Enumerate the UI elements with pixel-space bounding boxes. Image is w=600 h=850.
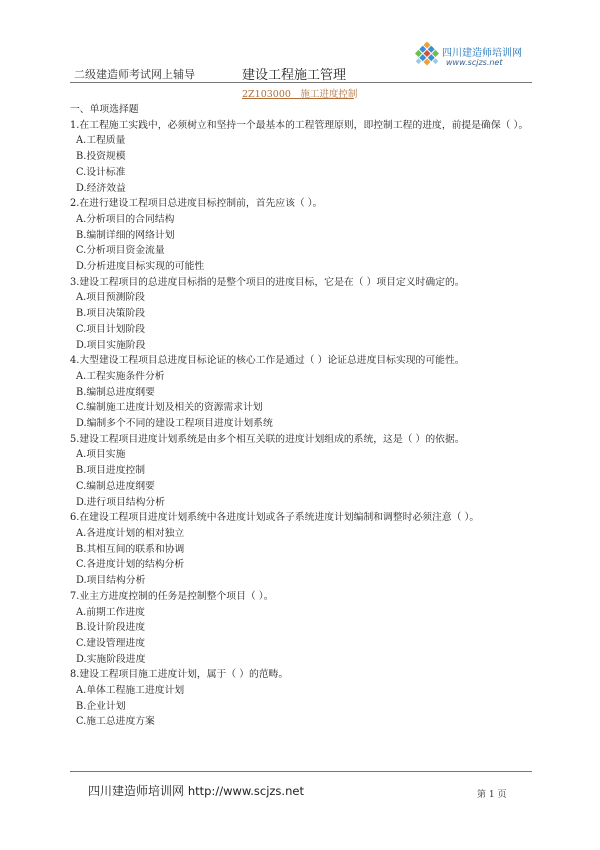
question-stem: 1.在工程施工实践中，必须树立和坚持一个最基本的工程管理原则，即控制工程的进度，前提是确保（ ）。 (70, 119, 529, 131)
option: C.分析项目资金流量 (76, 245, 165, 257)
question-stem: 6.在建设工程项目进度计划系统中各进度计划或各子系统进度计划编制和调整时必须注意（ ）。 (70, 512, 480, 524)
header-title: 建设工程施工管理 (242, 68, 347, 83)
option: D.项目结构分析 (76, 575, 146, 587)
question (70, 275, 540, 354)
option: B.编制总进度纲要 (76, 386, 155, 398)
option: A.单体工程施工进度计划 (76, 685, 185, 697)
logo-url: www.scjzs.net (446, 58, 503, 67)
option: C.编制总进度纲要 (76, 480, 155, 492)
option: A.分析项目的合同结构 (76, 213, 175, 225)
option: D.实施阶段进度 (76, 653, 146, 665)
logo-mosaic-icon (412, 40, 442, 74)
question (70, 118, 540, 197)
page-number: 第 1 页 (477, 790, 507, 800)
question (70, 353, 540, 432)
section-title: 一、单项选择题 (70, 104, 139, 115)
option: C.编制施工进度计划及相关的资源需求计划 (76, 402, 263, 414)
footer-site (88, 782, 304, 799)
logo (412, 40, 552, 76)
option: A.项目实施 (76, 449, 126, 461)
header-divider (70, 82, 532, 83)
question (70, 196, 540, 275)
header-left-label: 二级建造师考试网上辅导 (74, 68, 195, 81)
option: C.项目计划阶段 (76, 323, 146, 335)
option: C.设计标准 (76, 166, 126, 178)
question-stem: 3.建设工程项目的总进度目标指的是整个项目的进度目标，它是在（ ）项目定义时确定的。 (70, 276, 465, 288)
option: D.进行项目结构分析 (76, 496, 165, 508)
option: B.项目进度控制 (76, 465, 146, 477)
question-list (70, 102, 540, 730)
question-stem: 4.大型建设工程项目总进度目标论证的核心工作是通过（ ）论证总进度目标实现的可能性。 (70, 355, 465, 367)
option: A.各进度计划的相对独立 (76, 527, 185, 539)
header-subtitle: 2Z103000 施工进度控制 (242, 89, 358, 100)
option: A.工程质量 (76, 135, 126, 147)
question (70, 667, 540, 730)
option: D.经济效益 (76, 182, 126, 194)
option: B.设计阶段进度 (76, 622, 146, 634)
question (70, 589, 540, 668)
option: A.项目预测阶段 (76, 292, 145, 304)
footer-divider (70, 771, 532, 772)
option: D.编制多个不同的建设工程项目进度计划系统 (76, 418, 273, 430)
option: A.工程实施条件分析 (76, 370, 165, 382)
question (70, 432, 540, 511)
option: D.项目实施阶段 (76, 339, 146, 351)
option: B.编制详细的网络计划 (76, 229, 175, 241)
option: C.建设管理进度 (76, 637, 146, 649)
question (70, 510, 540, 589)
header-subtitle-underline (242, 98, 354, 99)
question-stem: 7.业主方进度控制的任务是控制整个项目（ ）。 (70, 590, 274, 602)
question-stem: 8.建设工程项目施工进度计划，属于（ ）的范畴。 (70, 669, 289, 681)
option: A.前期工作进度 (76, 606, 145, 618)
option: B.投资规模 (76, 151, 126, 163)
option: B.其相互间的联系和协调 (76, 543, 185, 555)
logo-name: 四川建造师培训网 (442, 48, 522, 59)
question-stem: 5.建设工程项目进度计划系统是由多个相互关联的进度计划组成的系统，这是（ ）的依据。 (70, 433, 465, 445)
option: C.施工总进度方案 (76, 716, 155, 728)
footer-site-url[interactable]: http://www.scjzs.net (187, 784, 304, 798)
footer-site-name: 四川建造师培训网 (88, 784, 185, 798)
option: D.分析进度目标实现的可能性 (76, 261, 205, 273)
option: C.各进度计划的结构分析 (76, 559, 185, 571)
question-stem: 2.在进行建设工程项目总进度目标控制前，首先应该（ ）。 (70, 198, 323, 210)
option: B.企业计划 (76, 700, 126, 712)
option: B.项目决策阶段 (76, 308, 146, 320)
